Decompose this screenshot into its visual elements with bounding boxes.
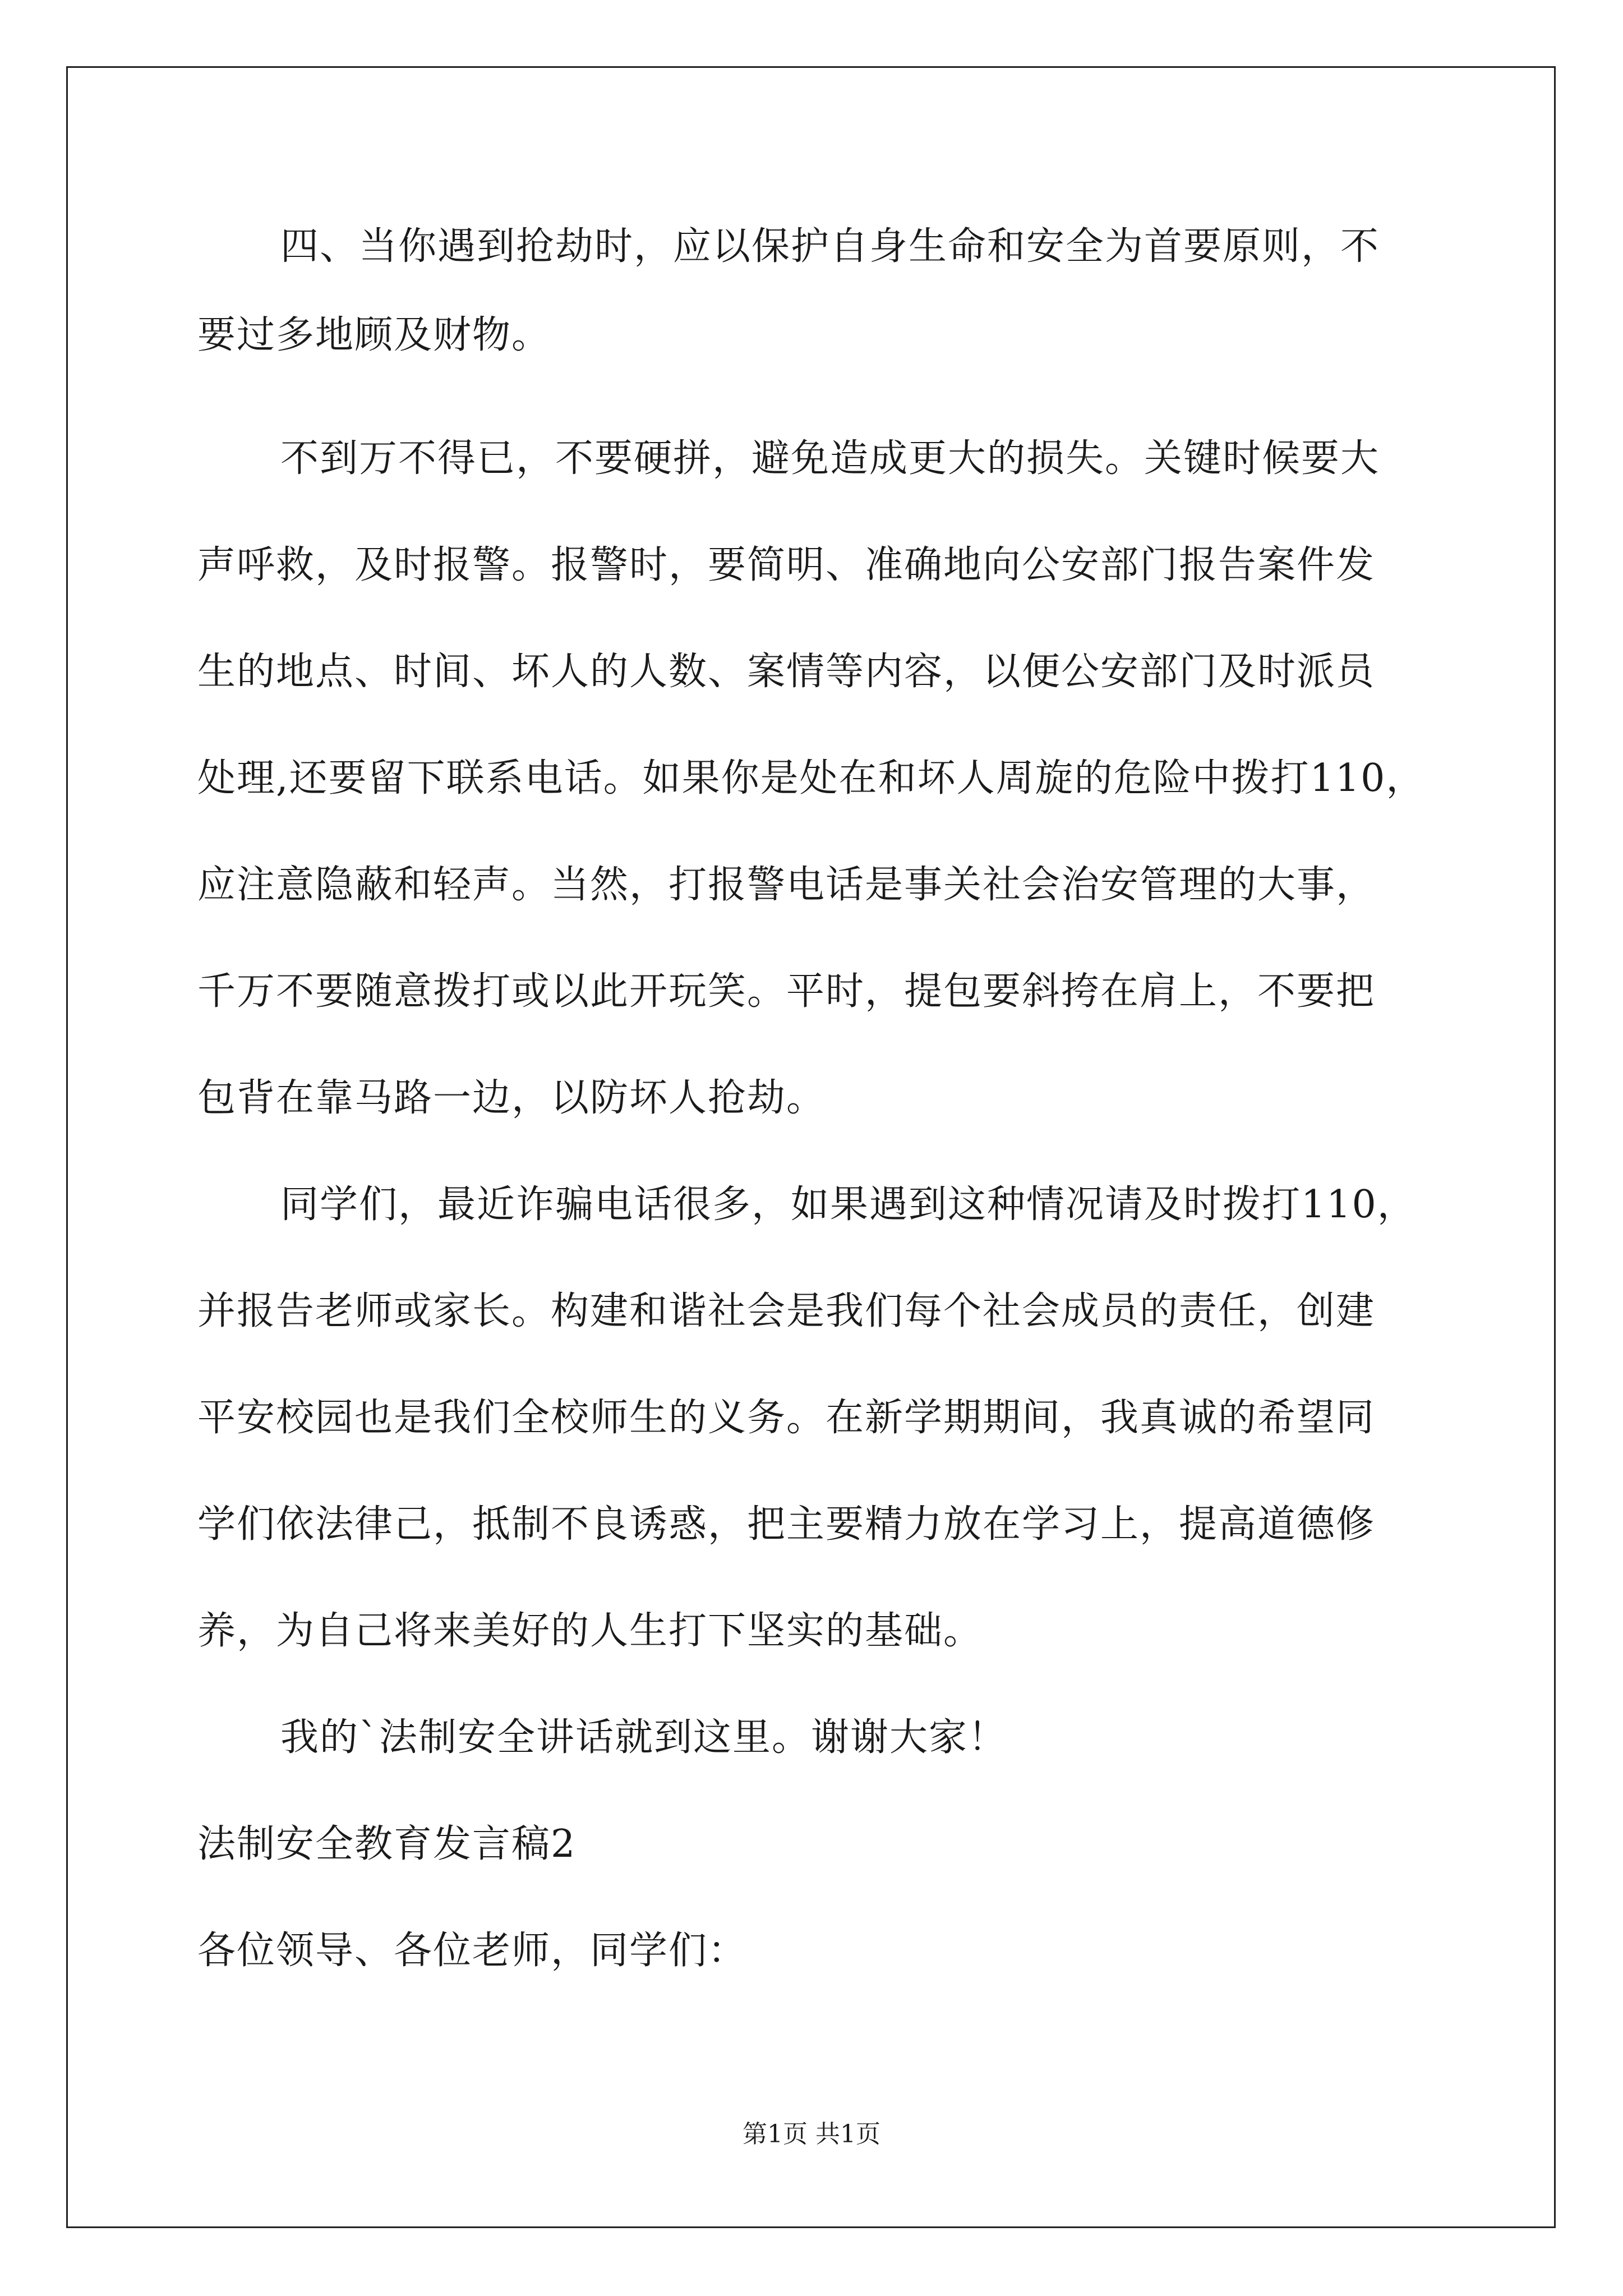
page-border: [66, 66, 1556, 2228]
section-heading: 法制安全教育发言稿2: [197, 1822, 577, 1866]
paragraph-line: 声呼救，及时报警。报警时，要简明、准确地向公安部门报告案件发: [197, 543, 1376, 587]
paragraph-line: 同学们，最近诈骗电话很多，如果遇到这种情况请及时拨打110，: [280, 1182, 1417, 1227]
paragraph-line: 处理,还要留下联系电话。如果你是处在和坏人周旋的危险中拨打110，: [197, 756, 1426, 800]
paragraph-line: 包背在靠马路一边，以防坏人抢劫。: [197, 1076, 826, 1120]
salutation: 各位领导、各位老师，同学们：: [197, 1929, 748, 1973]
paragraph-line: 平安校园也是我们全校师生的义务。在新学期期间，我真诚的希望同: [197, 1396, 1376, 1440]
paragraph-line: 我的`法制安全讲话就到这里。谢谢大家！: [280, 1715, 1008, 1760]
paragraph-line: 养，为自己将来美好的人生打下坚实的基础。: [197, 1609, 983, 1653]
paragraph-line: 要过多地顾及财物。: [197, 313, 551, 357]
paragraph-line: 生的地点、时间、坏人的人数、案情等内容，以便公安部门及时派员: [197, 650, 1376, 694]
paragraph-line: 四、当你遇到抢劫时，应以保护自身生命和安全为首要原则，不: [280, 224, 1380, 269]
paragraph-line: 应注意隐蔽和轻声。当然，打报警电话是事关社会治安管理的大事，: [197, 863, 1376, 907]
paragraph-line: 千万不要随意拨打或以此开玩笑。平时，提包要斜挎在肩上，不要把: [197, 969, 1376, 1014]
page-footer: 第1页 共1页: [743, 2120, 880, 2148]
paragraph-line: 并报告老师或家长。构建和谐社会是我们每个社会成员的责任，创建: [197, 1289, 1376, 1333]
paragraph-line: 不到万不得已，不要硬拼，避免造成更大的损失。关键时候要大: [280, 436, 1380, 481]
paragraph-line: 学们依法律己，抵制不良诱惑，把主要精力放在学习上，提高道德修: [197, 1502, 1376, 1547]
